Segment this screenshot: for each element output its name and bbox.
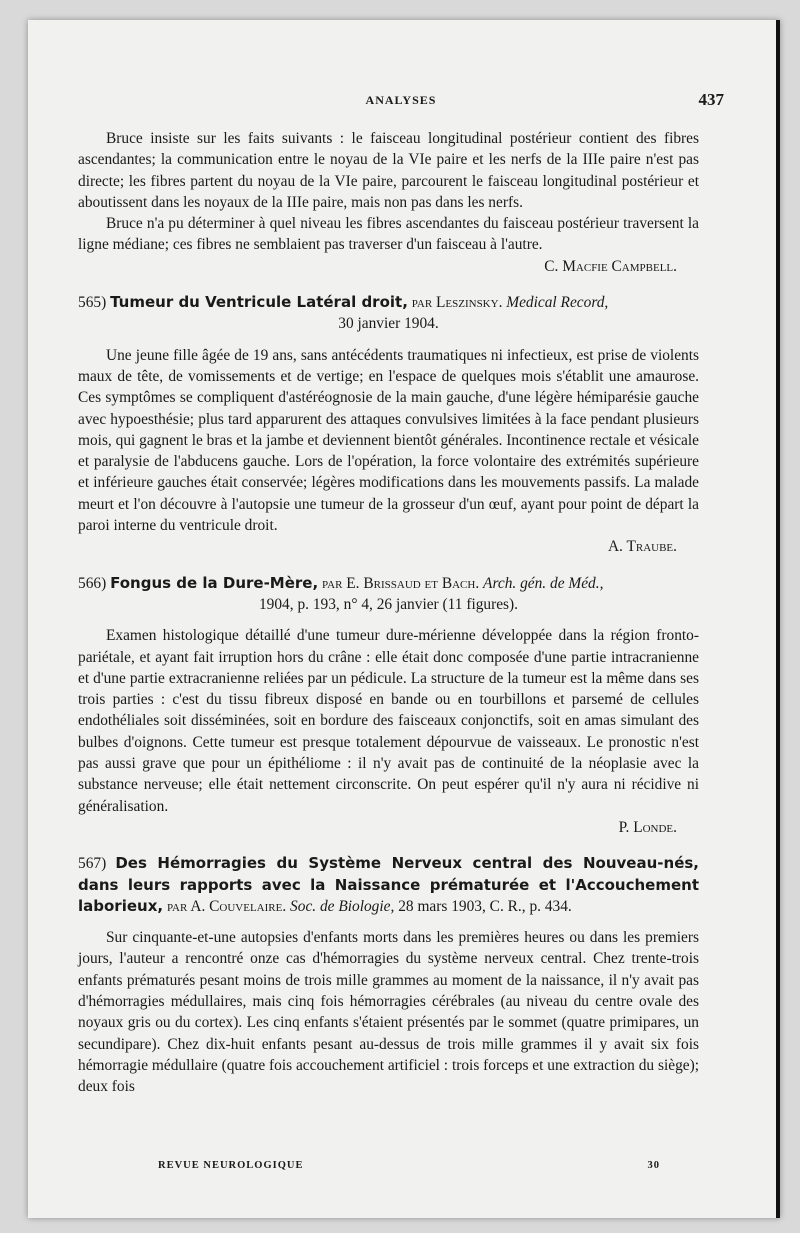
signature-text: A. Traube. [607, 538, 677, 556]
article-title: Des Hémorragies du Système Nerveux central des Nouveau-nés, dans leurs rapports avec la Naissance prématurée et l'Accouchement laborieux, [78, 854, 699, 915]
article-journal: Arch. gén. de Méd., [483, 574, 604, 592]
article-title: Fongus de la Dure-Mère, [110, 573, 319, 592]
signature-text: P. Londe. [618, 818, 677, 836]
journal-page [28, 20, 780, 1218]
signature-text: C. Macfie Campbell. [544, 257, 677, 275]
article-566-heading [78, 573, 699, 616]
intro-paragraph-1: Bruce insiste sur les faits suivants : le faisceau longitudinal postérieur contient des fibres ascendantes; la communication entre le noyau de la VIe paire et les nerfs de la IIIe paire n'est pas directe; les fibres partent du noyau de la VIe paire, parcourent le faisceau longitudinal postérieur et aboutissent dans les noyaux de la IIIe paire, mais non pas dans les nerfs. [78, 130, 699, 211]
article-number: 566) [78, 574, 107, 592]
article-number: 565) [78, 294, 107, 312]
page-body [78, 128, 699, 1097]
article-details: 1904, p. 193, n° 4, 26 janvier (11 figures). [258, 595, 519, 613]
page-header [78, 90, 724, 117]
article-565-signature [78, 536, 699, 557]
article-565-text: Une jeune fille âgée de 19 ans, sans antécédents traumatiques ni infectieux, est prise de violents maux de tête, de vomissements et de vertige; en l'espace de quelques mois s'établit une amaurose. Ces symptômes se compliquent d'astéréognosie de la main gauche, d'une légère hémiparésie gauche avec hypoesthésie; plus tard apparurent des attaques convulsives limitées à la face pendant plusieurs mois, qui gagnent le bras et la jambe et deviennent bientôt générales. Incontinence rectale et vésicale et paralysie de l'abducens gauche. Lors de l'opération, la force volontaire des extrémités supérieure et inférieure gauches était conservée; légères modifications dans les mouvements passifs. La malade meurt et l'on découvre à l'autopsie une tumeur de la grosseur d'un œuf, ayant pour point de départ la paroi interne du ventricule droit. [78, 346, 699, 535]
page-number: 437 [698, 90, 724, 109]
article-565-heading [78, 292, 699, 335]
footer-sheet-number: 30 [647, 1160, 660, 1171]
article-details: 30 janvier 1904. [338, 315, 439, 333]
article-number: 567) [78, 855, 107, 873]
article-details: 28 mars 1903, C. R., p. 434. [398, 897, 572, 915]
article-byline: par E. Brissaud et Bach. [322, 574, 480, 592]
scan-edge [776, 20, 780, 1218]
footer-journal-name: REVUE NEUROLOGIQUE [158, 1160, 304, 1171]
article-566-signature [78, 817, 699, 838]
article-566-text: Examen histologique détaillé d'une tumeur dure-mérienne développée dans la région fronto-pariétale, et ayant fait irruption hors du crâne : elle était donc composée d'une partie intracranienne et d'une partie extracranienne reliées par un pédicule. La structure de la tumeur est la même dans ses trois parties : c'est du tissu fibreux disposé en bande ou en tourbillons et parsemé de cellules endothéliales soit disséminées, soit en bordure des faisceaux conjonctifs, soit en amas simulant des bulbes d'oignons. Cette tumeur est presque totalement dépourvue de vaisseaux. Le pronostic n'est pas aussi grave que pour un épithéliome : il n'y avait pas de continuité de la néoplasie avec la substance nerveuse; elle était nettement circonscrite. On peut espérer qu'il n'y aura ni récidive ni généralisation. [78, 627, 699, 815]
article-journal: Medical Record, [506, 294, 609, 312]
article-title: Tumeur du Ventricule Latéral droit, [110, 293, 408, 312]
article-journal: Soc. de Biologie, [290, 897, 395, 915]
intro-paragraph-2: Bruce n'a pu déterminer à quel niveau les fibres ascendantes du faisceau postérieur traversent la ligne médiane; ces fibres ne semblaient pas traverser d'un faisceau à l'autre. [78, 215, 699, 254]
page-footer [158, 1160, 660, 1171]
running-head: ANALYSES [365, 93, 437, 107]
article-byline: par A. Couvelaire. [166, 897, 287, 915]
article-567-heading [78, 853, 699, 917]
intro-signature [78, 256, 699, 277]
article-567-text: Sur cinquante-et-une autopsies d'enfants morts dans les premières heures ou dans les premiers jours, l'auteur a rencontré onze cas d'hémorragies du système nerveux central. Chez trente-trois enfants prématurés pesant moins de trois mille grammes au moment de la naissance, il n'y avait pas d'hémorragies médullaires, mais cinq fois hémorragies cérébrales (au niveau du centre ovale des noyaux gris ou du cortex). Les cinq enfants s'étaient présentés par le sommet (quatre primipares, un secundipare). Chez dix-huit enfants pesant au-dessus de trois mille grammes il y avait six fois hémorragie médullaire (quatre fois accouchement artificiel : trois forceps et une extraction du siège); deux fois [78, 929, 699, 1096]
article-byline: par Leszinsky. [411, 294, 503, 312]
